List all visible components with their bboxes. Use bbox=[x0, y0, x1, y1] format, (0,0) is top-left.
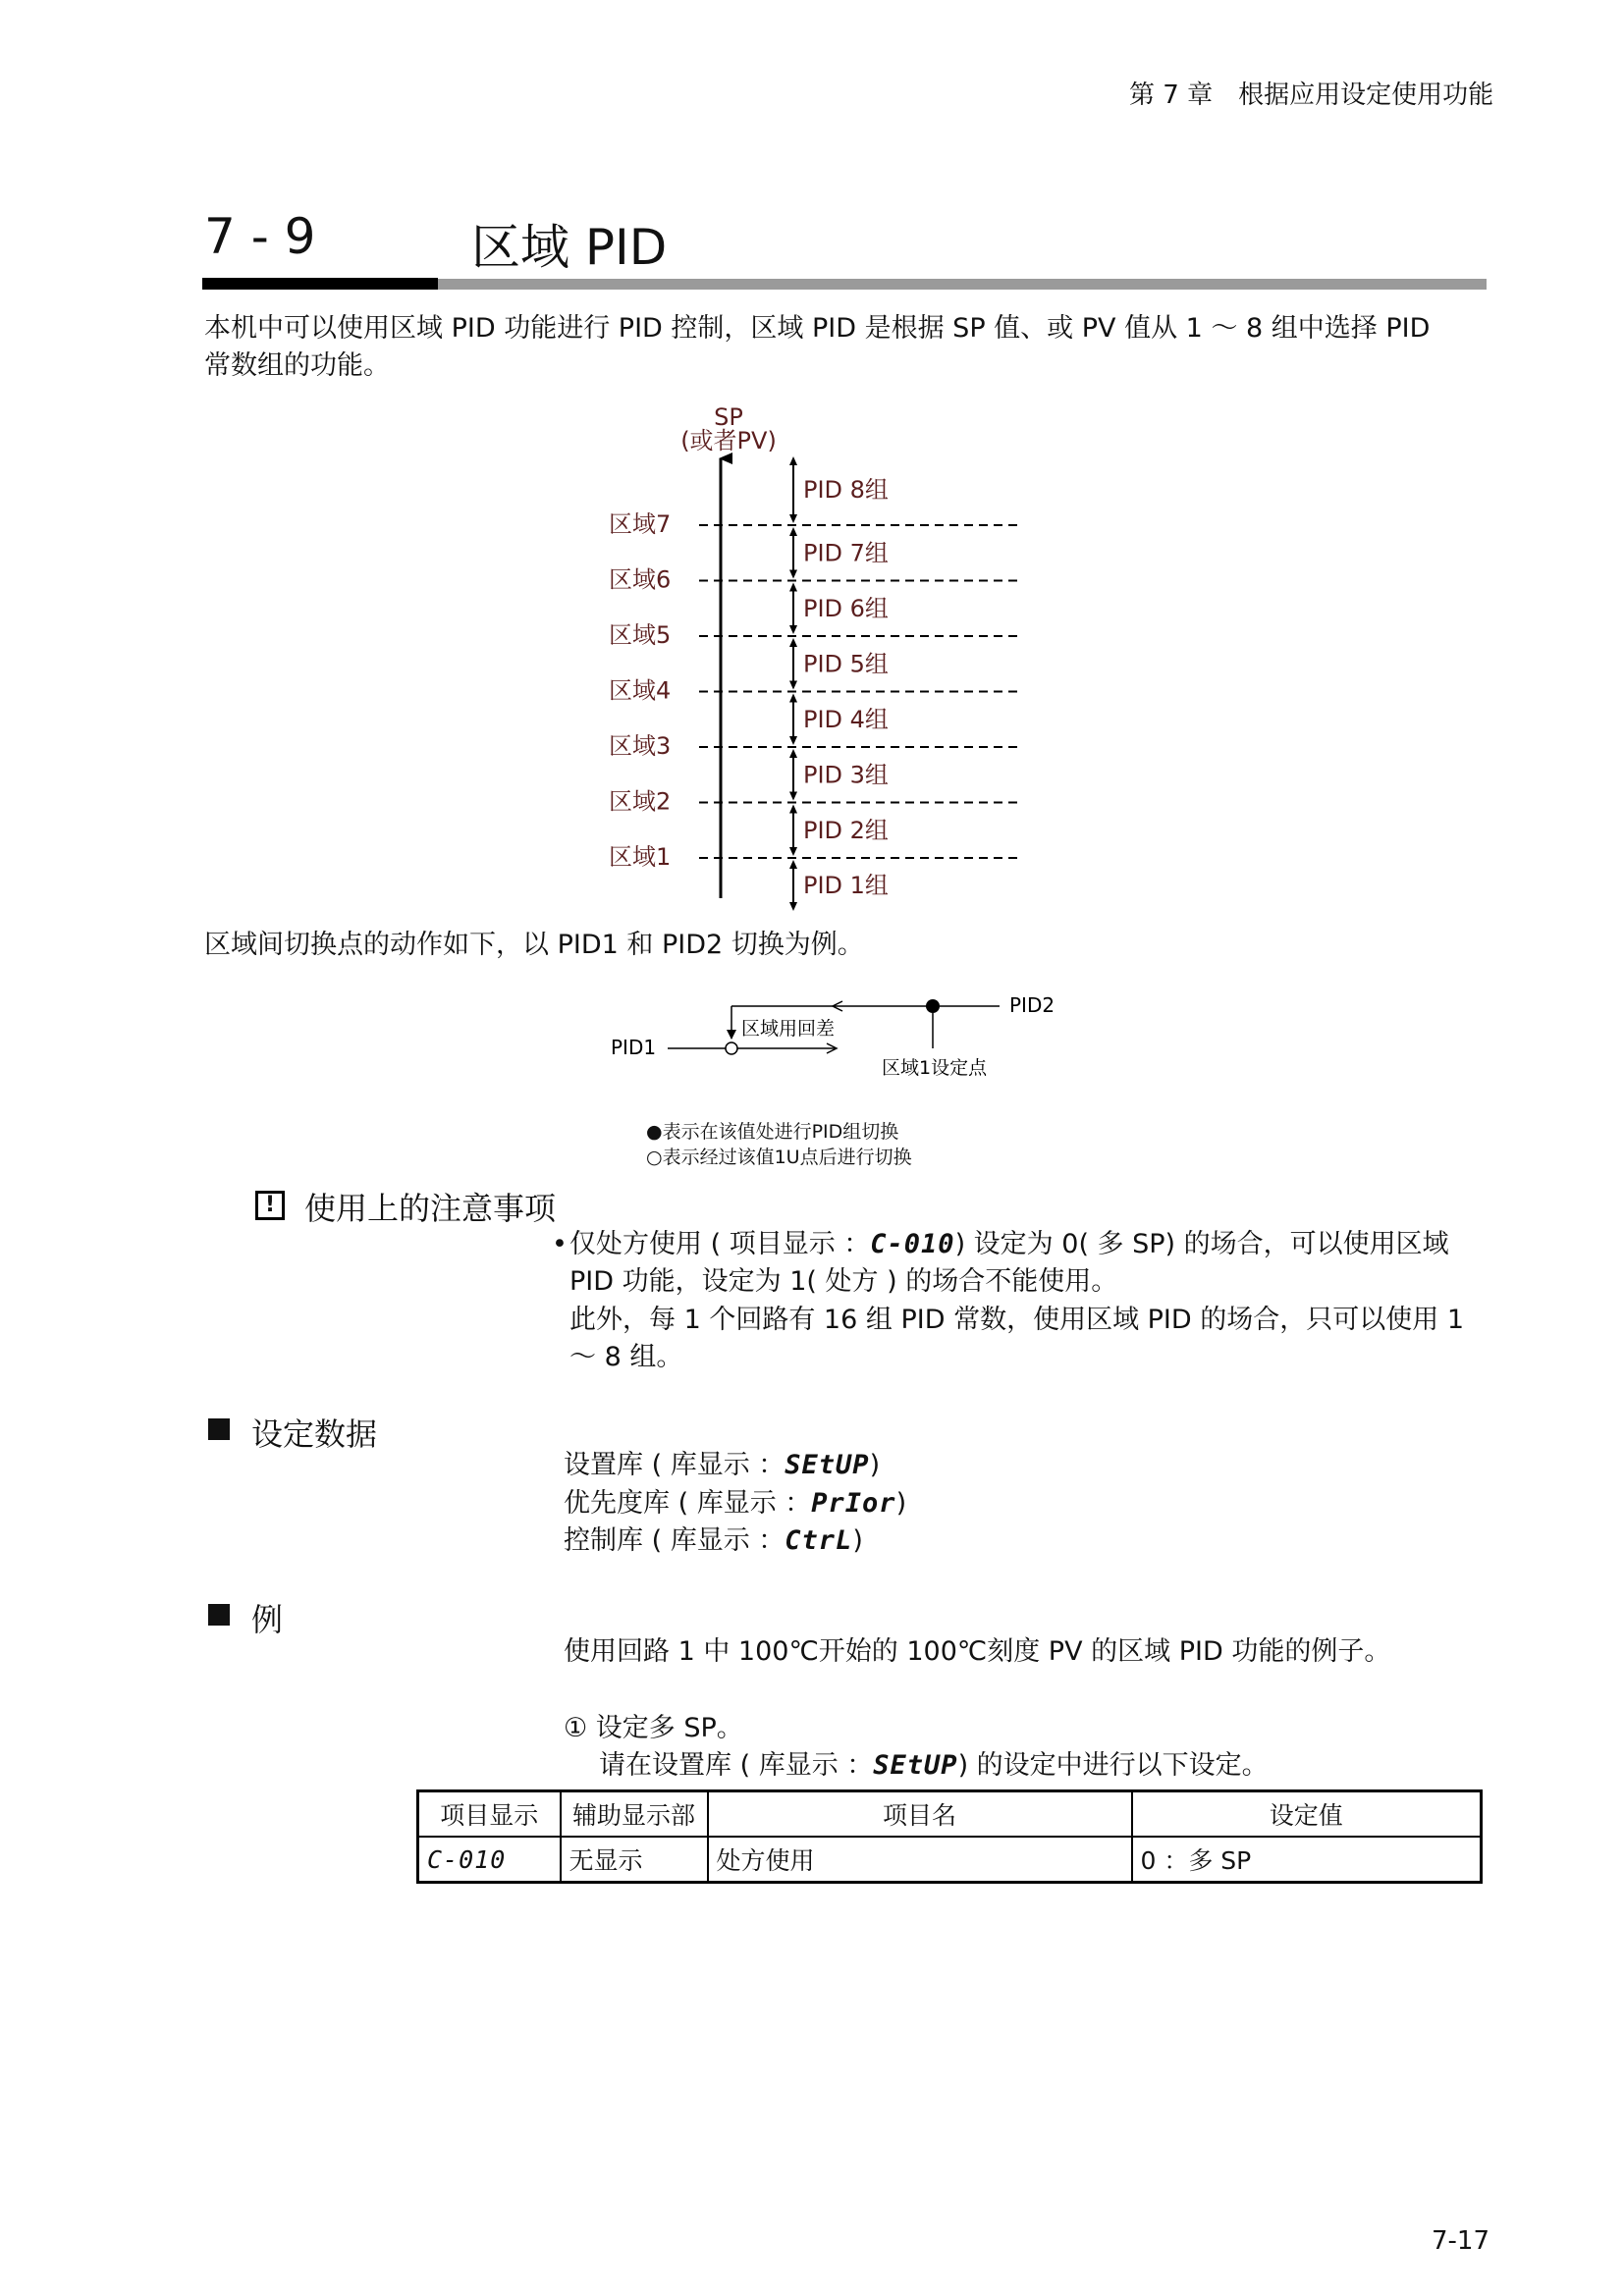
table-header-row bbox=[418, 1791, 1482, 1838]
pid-group-label: PID 5组 bbox=[803, 650, 889, 678]
table-cell-value: 0 ：多 SP bbox=[1132, 1837, 1482, 1883]
chapter-header: 第 7 章 根据应用设定使用功能 bbox=[1129, 80, 1494, 110]
legend-open: ○表示经过该值1U点后进行切换 bbox=[646, 1147, 912, 1168]
table-cell-aux: 无显示 bbox=[561, 1837, 708, 1883]
range-arrow-down-icon bbox=[789, 736, 797, 745]
settings-item-label: 设置库 ( 库显示 ： bbox=[564, 1450, 785, 1480]
zone-label: 区域5 bbox=[609, 621, 672, 649]
example-step-1: ① 设定多 SP。 bbox=[564, 1713, 743, 1743]
caution-line-1 bbox=[569, 1226, 1449, 1263]
caution-bullet: • bbox=[552, 1229, 568, 1259]
legend-filled: ●表示在该值处进行PID组切换 bbox=[646, 1121, 899, 1143]
settings-item bbox=[564, 1447, 880, 1484]
zone-layer bbox=[609, 456, 1021, 911]
table-header: 项目显示 bbox=[418, 1791, 561, 1838]
example-description: 使用回路 1 中 100℃开始的 100℃刻度 PV 的区域 PID 功能的例子。 bbox=[564, 1636, 1391, 1667]
title-rule-dark bbox=[202, 278, 438, 290]
range-arrow-up-icon bbox=[789, 583, 797, 592]
range-arrow-up-icon bbox=[789, 749, 797, 758]
zone-label: 区域3 bbox=[609, 732, 672, 760]
pid-group-label: PID 3组 bbox=[803, 761, 889, 789]
switch-intro: 区域间切换点的动作如下，以 PID1 和 PID2 切换为例。 bbox=[204, 930, 864, 960]
drop-arrow-icon bbox=[727, 1030, 736, 1040]
example-step-1-detail bbox=[599, 1747, 1269, 1785]
settings-item-close: ) bbox=[895, 1488, 907, 1519]
pid1-label: PID1 bbox=[611, 1036, 657, 1059]
pid-group-label: PID 6组 bbox=[803, 594, 889, 622]
settings-item bbox=[564, 1485, 906, 1522]
setpoint-label: 区域1设定点 bbox=[882, 1057, 988, 1079]
step-detail-b: ) 的设定中进行以下设定。 bbox=[957, 1750, 1269, 1781]
pid2-label: PID2 bbox=[1009, 993, 1056, 1017]
caution-heading: 使用上的注意事项 bbox=[304, 1190, 557, 1227]
caution-line-4: ～ 8 组。 bbox=[569, 1342, 683, 1372]
range-arrow-up-icon bbox=[789, 860, 797, 869]
switch-filled-point bbox=[926, 999, 940, 1013]
range-arrow-down-icon bbox=[789, 792, 797, 801]
caution-line-2: PID 功能，设定为 1( 处方 ) 的场合不能使用。 bbox=[569, 1266, 1118, 1297]
range-arrow-down-icon bbox=[789, 514, 797, 523]
square-bullet-icon bbox=[208, 1604, 230, 1626]
axis-label-pv: (或者PV) bbox=[680, 427, 777, 454]
range-arrow-down-icon bbox=[789, 681, 797, 690]
settings-item-label: 优先度库 ( 库显示 ： bbox=[564, 1488, 812, 1519]
switch-diagram bbox=[589, 982, 1100, 1090]
caution-line-3: 此外，每 1 个回路有 16 组 PID 常数，使用区域 PID 的场合，只可以使用 1 bbox=[569, 1305, 1465, 1335]
settings-item-code: SEtUP bbox=[785, 1450, 870, 1480]
range-arrow-up-icon bbox=[789, 805, 797, 814]
square-bullet-icon bbox=[208, 1418, 230, 1440]
table-header: 项目名 bbox=[708, 1791, 1132, 1838]
range-arrow-down-icon bbox=[789, 625, 797, 634]
step-detail-a: 请在设置库 ( 库显示 ： bbox=[599, 1750, 874, 1781]
pid-group-label: PID 2组 bbox=[803, 816, 889, 844]
section-number: 7 - 9 bbox=[204, 208, 316, 265]
range-arrow-down-icon bbox=[789, 902, 797, 911]
range-arrow-up-icon bbox=[789, 638, 797, 647]
caution-line-1-a: 仅处方使用 ( 项目显示 ： bbox=[569, 1229, 871, 1259]
settings-item-code: CtrL bbox=[785, 1525, 853, 1556]
caution-line-1-b: ) 设定为 0( 多 SP) 的场合，可以使用区域 bbox=[954, 1229, 1449, 1259]
table-header: 辅助显示部 bbox=[561, 1791, 708, 1838]
table-row bbox=[418, 1837, 1482, 1883]
caution-icon: ! bbox=[255, 1191, 285, 1220]
zone-label: 区域7 bbox=[609, 510, 672, 538]
settings-item-label: 控制库 ( 库显示 ： bbox=[564, 1525, 785, 1556]
settings-item-close: ) bbox=[852, 1525, 863, 1556]
title-rule-light bbox=[438, 279, 1487, 290]
page-number: 7-17 bbox=[1432, 2226, 1490, 2256]
range-arrow-up-icon bbox=[789, 694, 797, 703]
range-arrow-down-icon bbox=[789, 570, 797, 579]
range-arrow-up-icon bbox=[789, 456, 797, 465]
table-cell-code: C-010 bbox=[418, 1837, 561, 1883]
range-arrow-down-icon bbox=[789, 847, 797, 856]
zone-label: 区域4 bbox=[609, 676, 672, 705]
zone-label: 区域6 bbox=[609, 565, 672, 594]
settings-item-close: ) bbox=[869, 1450, 881, 1480]
intro-line-2: 常数组的功能。 bbox=[204, 350, 390, 381]
zone-pid-diagram bbox=[569, 398, 1041, 918]
zone-label: 区域1 bbox=[609, 843, 672, 871]
switch-open-point bbox=[726, 1042, 737, 1054]
step-detail-code: SEtUP bbox=[873, 1750, 958, 1781]
settings-table bbox=[416, 1789, 1483, 1884]
table-header: 设定值 bbox=[1132, 1791, 1482, 1838]
example-heading: 例 bbox=[251, 1601, 284, 1638]
pid-group-label: PID 8组 bbox=[803, 476, 889, 504]
hysteresis-label: 区域用回差 bbox=[741, 1018, 836, 1040]
section-title: 区域 PID bbox=[471, 219, 668, 276]
pid-group-label: PID 1组 bbox=[803, 872, 889, 899]
axis-label-sp: SP bbox=[714, 403, 743, 431]
pid-group-label: PID 7组 bbox=[803, 539, 889, 567]
intro-line-1: 本机中可以使用区域 PID 功能进行 PID 控制，区域 PID 是根据 SP 值、或 PV 值从 1 ～ 8 组中选择 PID bbox=[204, 313, 1431, 344]
zone-label: 区域2 bbox=[609, 787, 672, 816]
settings-item-code: PrIor bbox=[811, 1488, 896, 1519]
pid-group-label: PID 4组 bbox=[803, 705, 889, 733]
settings-item bbox=[564, 1522, 863, 1560]
settings-heading: 设定数据 bbox=[251, 1415, 378, 1453]
range-arrow-up-icon bbox=[789, 527, 797, 536]
table-cell-name: 处方使用 bbox=[708, 1837, 1132, 1883]
item-code-c010: C-010 bbox=[870, 1229, 955, 1259]
